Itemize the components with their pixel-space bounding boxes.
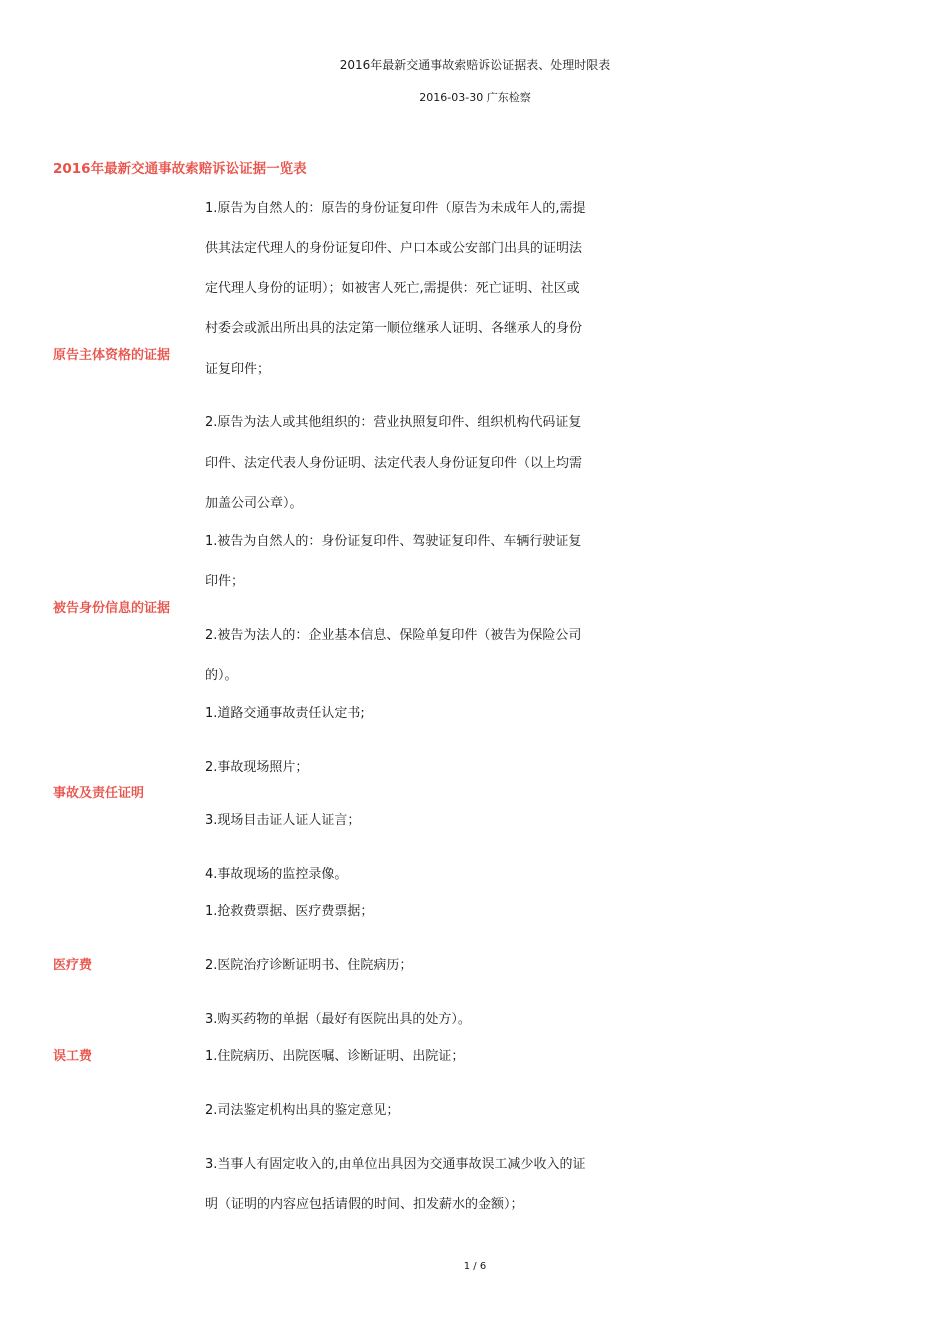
accident-line-1: 1.道路交通事故责任认定书; — [205, 706, 365, 721]
plaintiff-line-4: 村委会或派出所出具的法定第一顺位继承人证明、各继承人的身份 — [205, 321, 583, 336]
document-title: 2016年最新交通事故索赔诉讼证据表、处理时限表 — [339, 58, 611, 72]
defendant-line-4: 的）。 — [205, 668, 238, 683]
plaintiff-line-6: 2.原告为法人或其他组织的：营业执照复印件、组织机构代码证复 — [205, 415, 582, 430]
medical-line-3: 3.购买药物的单据（最好有医院出具的处方）。 — [205, 1012, 471, 1027]
document-meta: 2016-03-30 广东检察 — [419, 91, 531, 104]
plaintiff-line-8: 加盖公司公章）。 — [205, 496, 303, 511]
row-label-defendant: 被告身份信息的证据 — [53, 601, 171, 616]
row-label-medical: 医疗费 — [53, 958, 93, 973]
lost-wages-line-1: 1.住院病历、出院医嘱、诊断证明、出院证； — [205, 1049, 465, 1064]
plaintiff-line-1: 1.原告为自然人的：原告的身份证复印件（原告为未成年人的,需提 — [205, 201, 586, 216]
row-label-plaintiff: 原告主体资格的证据 — [53, 348, 171, 363]
plaintiff-line-5: 证复印件； — [205, 362, 271, 377]
accident-line-4: 4.事故现场的监控录像。 — [205, 867, 348, 882]
medical-line-2: 2.医院治疗诊断证明书、住院病历； — [205, 958, 413, 973]
defendant-line-2: 印件； — [205, 574, 245, 589]
accident-line-2: 2.事故现场照片； — [205, 760, 309, 775]
lost-wages-line-2: 2.司法鉴定机构出具的鉴定意见； — [205, 1103, 400, 1118]
row-label-accident: 事故及责任证明 — [53, 786, 145, 801]
plaintiff-line-3: 定代理人身份的证明）；如被害人死亡,需提供：死亡证明、社区或 — [205, 281, 580, 296]
page-number: 1 / 6 — [463, 1261, 487, 1272]
lost-wages-line-3: 3.当事人有固定收入的,由单位出具因为交通事故误工减少收入的证 — [205, 1157, 586, 1172]
accident-line-3: 3.现场目击证人证人证言； — [205, 813, 361, 828]
section-heading: 2016年最新交通事故索赔诉讼证据一览表 — [53, 161, 307, 177]
plaintiff-line-2: 供其法定代理人的身份证复印件、户口本或公安部门出具的证明法 — [205, 241, 583, 256]
defendant-line-3: 2.被告为法人的：企业基本信息、保险单复印件（被告为保险公司 — [205, 628, 582, 643]
plaintiff-line-7: 印件、法定代表人身份证明、法定代表人身份证复印件（以上均需 — [205, 456, 583, 471]
lost-wages-line-4: 明（证明的内容应包括请假的时间、扣发薪水的金额）； — [205, 1197, 524, 1212]
medical-line-1: 1.抢救费票据、医疗费票据； — [205, 904, 374, 919]
row-label-lost-wages: 误工费 — [53, 1049, 93, 1064]
defendant-line-1: 1.被告为自然人的：身份证复印件、驾驶证复印件、车辆行驶证复 — [205, 534, 582, 549]
